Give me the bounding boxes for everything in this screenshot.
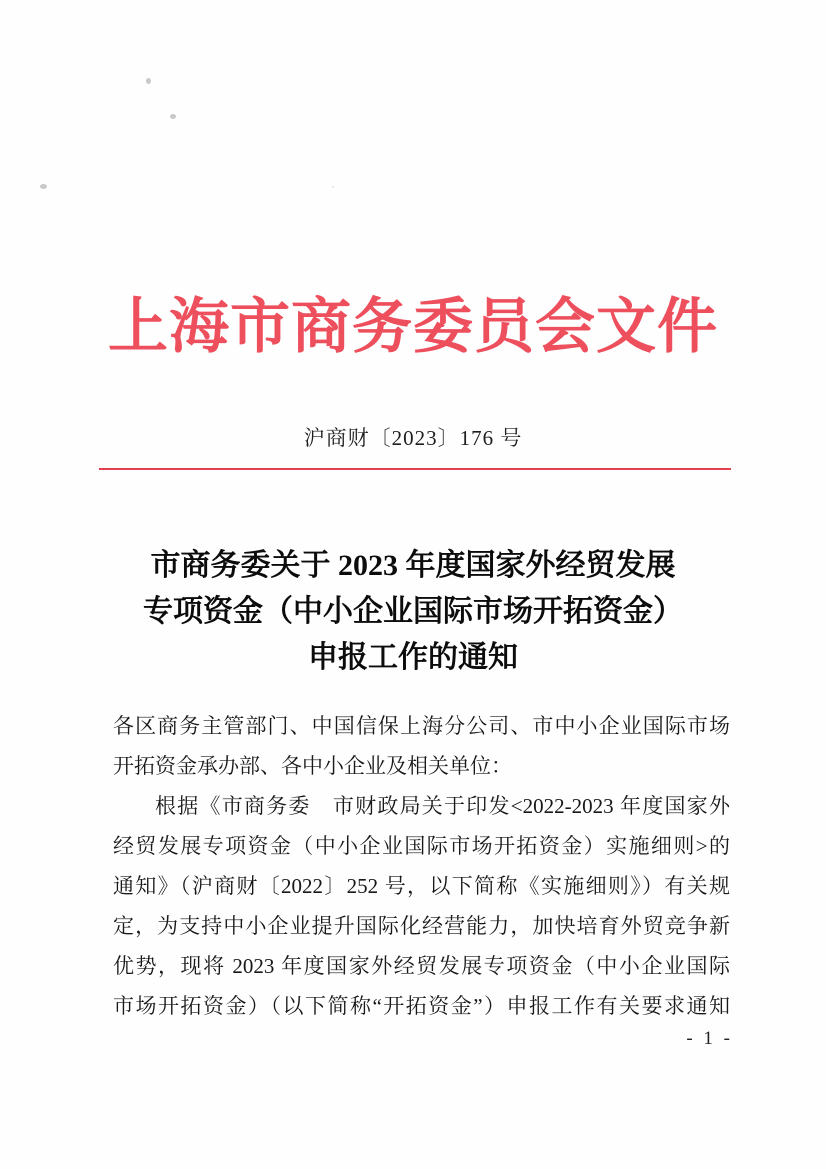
document-body <box>113 706 730 1026</box>
scan-artifact <box>40 184 47 189</box>
document-title-line: 专项资金（中小企业国际市场开拓资金） <box>143 595 683 628</box>
document-reference-number: 沪商财〔2023〕176 号 <box>303 426 523 450</box>
scan-artifact <box>146 78 151 84</box>
page-number: - 1 - <box>686 1028 733 1049</box>
body-text-line: 根据《市商务委 市财政局关于印发<2022-2023 年度国家外 <box>155 794 730 818</box>
scan-artifact <box>332 186 334 188</box>
document-title-line: 申报工作的通知 <box>308 641 518 674</box>
body-text-line: 经贸发展专项资金（中小企业国际市场开拓资金）实施细则>的 <box>113 834 730 858</box>
body-text-line: 开拓资金承办部、各中小企业及相关单位： <box>113 754 512 778</box>
document-title-line: 市商务委关于 2023 年度国家外经贸发展 <box>150 549 676 582</box>
body-text-line: 通知》（沪商财〔2022〕252 号，以下简称《实施细则》）有关规 <box>113 874 730 898</box>
red-divider-line <box>99 468 731 470</box>
document-title <box>0 543 826 681</box>
body-text-line: 各区商务主管部门、中国信保上海分公司、市中小企业国际市场 <box>113 714 730 738</box>
scan-artifact <box>170 114 176 119</box>
issuing-org-letterhead: 上海市商务委员会文件 <box>108 294 718 360</box>
body-text-line: 市场开拓资金）（以下简称“开拓资金”）申报工作有关要求通知 <box>113 994 730 1018</box>
body-text-line: 优势，现将 2023 年度国家外经贸发展专项资金（中小企业国际 <box>113 954 730 978</box>
body-text-line: 定，为支持中小企业提升国际化经营能力，加快培育外贸竞争新 <box>113 914 730 938</box>
